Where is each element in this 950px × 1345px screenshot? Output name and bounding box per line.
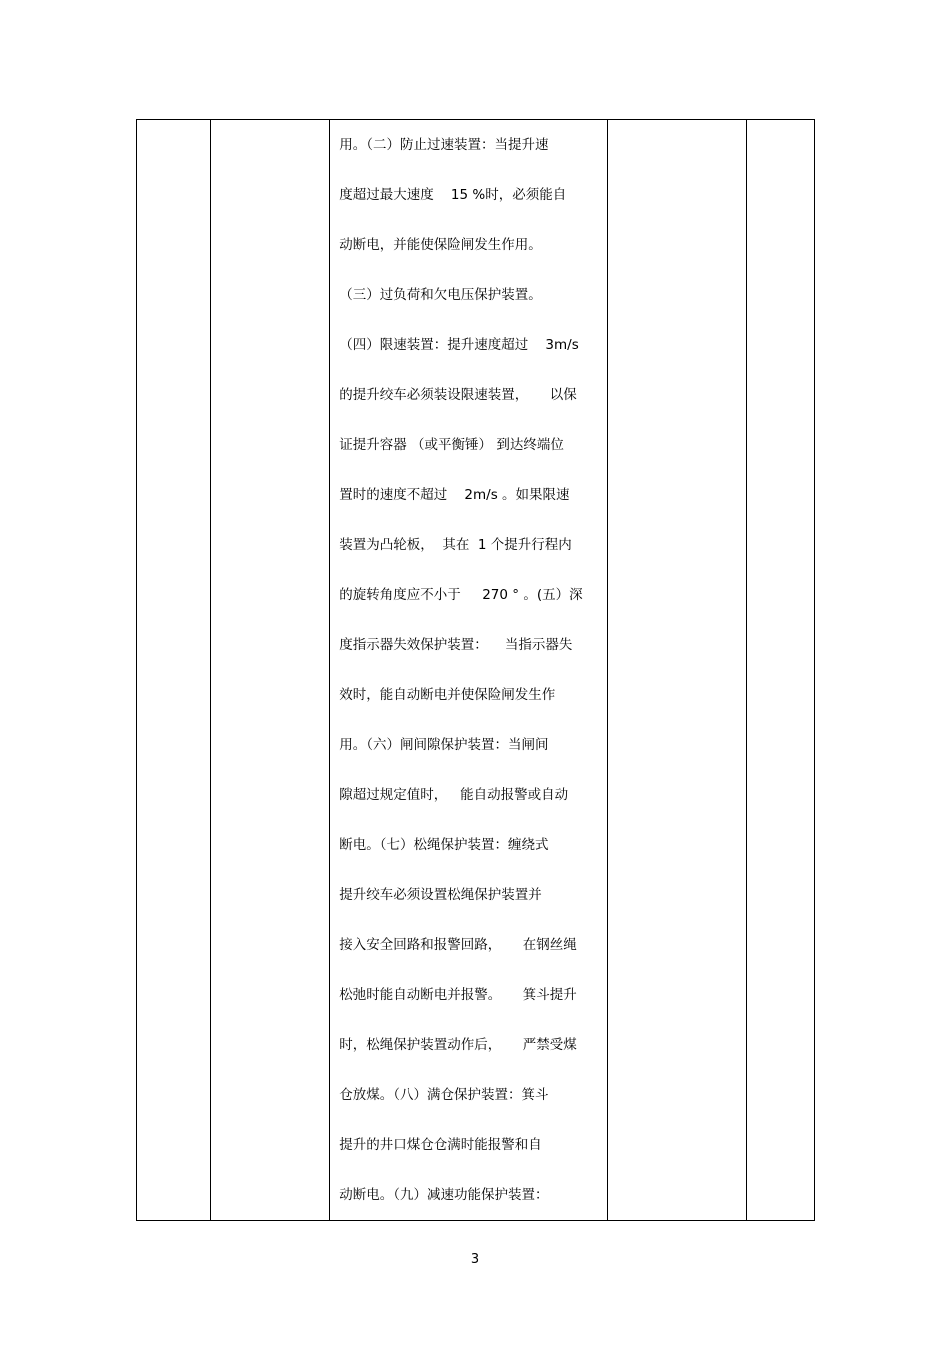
document-table bbox=[136, 119, 815, 1221]
text-line: 证提升容器 （或平衡锤） 到达终端位 bbox=[339, 437, 564, 453]
page-number: 3 bbox=[470, 1252, 480, 1267]
text-line: 提升的井口煤仓仓满时能报警和自 bbox=[339, 1137, 542, 1153]
text-line: 度指示器失效保护装置： 当指示器失 bbox=[339, 637, 573, 653]
text-line: （四）限速装置：提升速度超过 3m/s bbox=[339, 337, 579, 353]
table-cell-col-4 bbox=[607, 120, 746, 1221]
table-cell-col-5 bbox=[746, 120, 814, 1221]
table-cell-col-1 bbox=[137, 120, 211, 1221]
text-line: 动断电，并能使保险闸发生作用。 bbox=[339, 237, 542, 253]
text-line: 用。（二）防止过速装置：当提升速 bbox=[339, 137, 549, 153]
text-line: 断电。（七）松绳保护装置：缠绕式 bbox=[339, 837, 549, 853]
table-cell-content bbox=[330, 120, 607, 1221]
content-text bbox=[339, 120, 606, 1220]
text-line: 仓放煤。（八）满仓保护装置：箕斗 bbox=[339, 1087, 549, 1103]
text-line: 动断电。（九）减速功能保护装置： bbox=[339, 1187, 549, 1203]
table-cell-col-2 bbox=[211, 120, 330, 1221]
text-line: 的提升绞车必须装设限速装置， 以保 bbox=[339, 387, 577, 403]
text-line: 效时，能自动断电并使保险闸发生作 bbox=[339, 687, 556, 703]
text-line: （三）过负荷和欠电压保护装置。 bbox=[339, 287, 542, 303]
text-line: 装置为凸轮板， 其在 1 个提升行程内 bbox=[339, 537, 572, 553]
text-line: 置时的速度不超过 2m/s 。如果限速 bbox=[339, 487, 570, 503]
text-line: 时，松绳保护装置动作后， 严禁受煤 bbox=[339, 1037, 577, 1053]
text-line: 接入安全回路和报警回路， 在钢丝绳 bbox=[339, 937, 577, 953]
text-line: 用。（六）闸间隙保护装置：当闸间 bbox=[339, 737, 549, 753]
text-line: 隙超过规定值时， 能自动报警或自动 bbox=[339, 787, 569, 803]
text-line: 的旋转角度应不小于 270 ° 。(五）深 bbox=[339, 587, 583, 603]
text-line: 提升绞车必须设置松绳保护装置并 bbox=[339, 887, 542, 903]
text-line: 松弛时能自动断电并报警。 箕斗提升 bbox=[339, 987, 577, 1003]
table-row bbox=[137, 120, 815, 1221]
text-line: 度超过最大速度 15 %时，必须能自 bbox=[339, 187, 567, 203]
